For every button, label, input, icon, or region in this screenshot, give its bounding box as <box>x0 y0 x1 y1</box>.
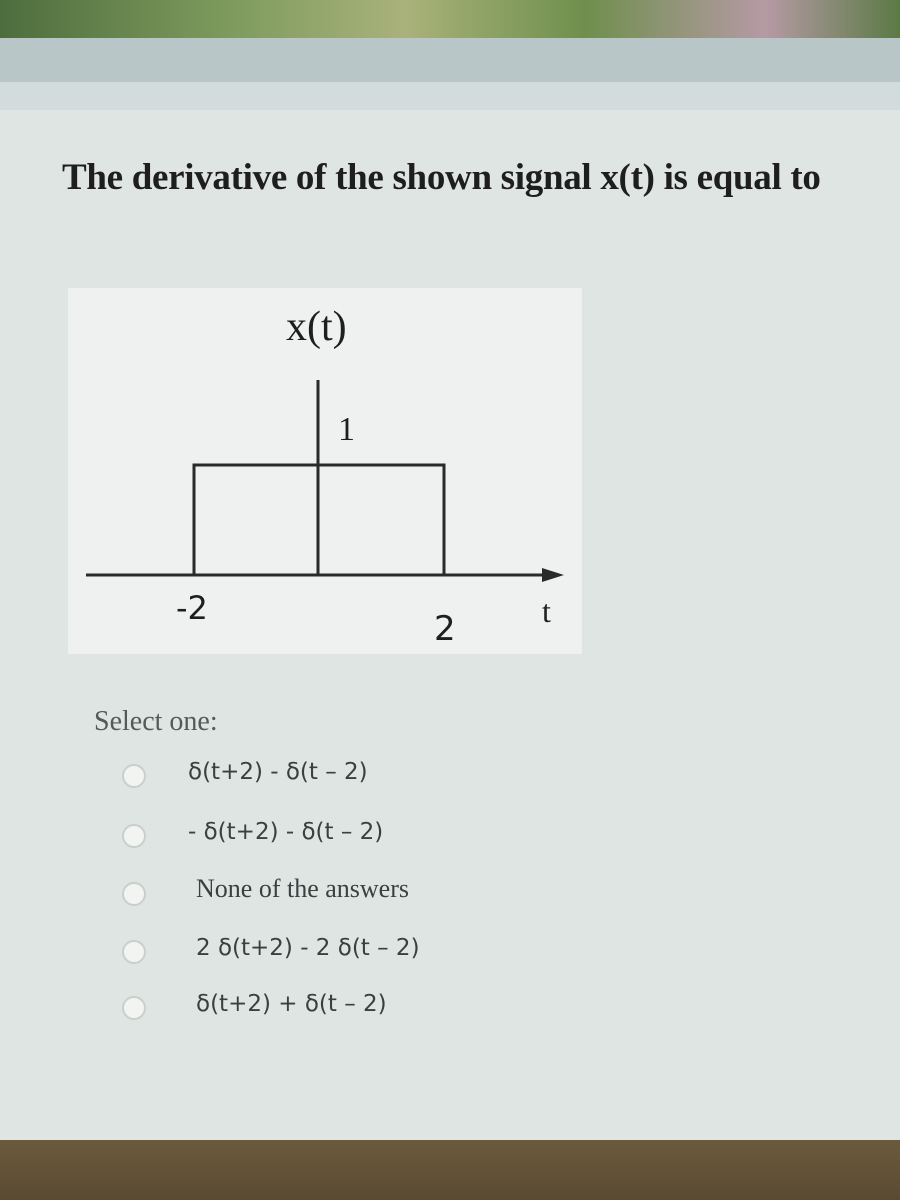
signal-title: x(t) <box>286 304 347 350</box>
answer-option-5[interactable] <box>110 984 530 1028</box>
answer-option-3[interactable] <box>110 870 530 914</box>
answer-label: δ(t+2) + δ(t – 2) <box>196 991 387 1017</box>
question-text: The derivative of the shown signal x(t) is equal to <box>62 157 821 198</box>
tick-label-2: 2 <box>434 609 456 649</box>
time-axis-arrow <box>542 568 564 582</box>
radio-button[interactable] <box>122 824 146 848</box>
answer-option-2[interactable] <box>110 812 530 856</box>
radio-button[interactable] <box>122 882 146 906</box>
answer-option-1[interactable] <box>110 752 530 796</box>
signal-figure <box>68 288 582 654</box>
answer-label: None of the answers <box>196 874 409 903</box>
radio-button[interactable] <box>122 940 146 964</box>
amplitude-label: 1 <box>338 411 355 448</box>
radio-button[interactable] <box>122 996 146 1020</box>
axis-label-t: t <box>542 593 551 629</box>
answer-label: 2 δ(t+2) - 2 δ(t – 2) <box>196 935 420 961</box>
tick-label-minus-2: -2 <box>176 589 208 627</box>
monitor-bezel <box>0 1140 900 1200</box>
answer-option-4[interactable] <box>110 928 530 972</box>
answer-label: δ(t+2) - δ(t – 2) <box>188 759 368 785</box>
answer-label: - δ(t+2) - δ(t – 2) <box>188 819 384 845</box>
select-one-label: Select one: <box>94 706 218 737</box>
signal-plot <box>68 288 582 654</box>
radio-button[interactable] <box>122 764 146 788</box>
